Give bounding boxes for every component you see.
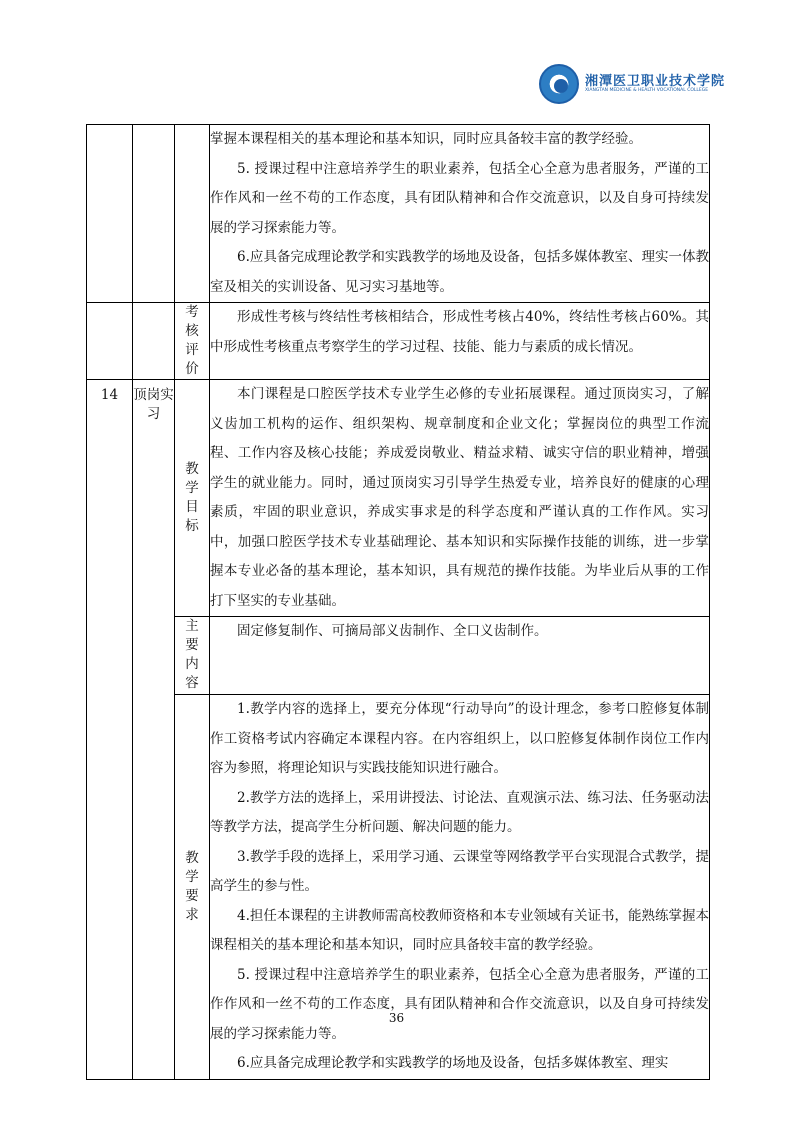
course-number-cell bbox=[87, 380, 133, 1080]
goal-label: 教 学 目 标 bbox=[175, 380, 210, 617]
table-row bbox=[87, 303, 710, 380]
paragraph: 形成性考核与终结性考核相结合，形成性考核占40%，终结性考核占60%。其中形成性考核重点考察学生的学习过程、技能、能力与素质的成长情况。 bbox=[210, 309, 709, 355]
page-number: 36 bbox=[388, 1011, 405, 1025]
table-row bbox=[87, 617, 710, 695]
table-row bbox=[87, 380, 710, 617]
assessment-label: 考 核 评 价 bbox=[175, 303, 210, 380]
table-row bbox=[87, 125, 710, 303]
paragraph: 3.教学手段的选择上，采用学习通、云课堂等网络教学平台实现混合式教学，提高学生的参与性。 bbox=[210, 848, 709, 894]
requirements-continued-cell bbox=[210, 125, 710, 303]
goal-cell bbox=[210, 380, 710, 617]
paragraph: 5. 授课过程中注意培养学生的职业素养，包括全心全意为患者服务，严谨的工作作风和一丝不苟的工作态度，具有团队精神和合作交流意识，以及自身可持续发展的学习探索能力等。 bbox=[210, 160, 709, 236]
assessment-cell bbox=[210, 303, 710, 380]
college-logo bbox=[539, 64, 724, 108]
paragraph: 掌握本课程相关的基本理论和基本知识，同时应具备较丰富的教学经验。 bbox=[210, 131, 642, 147]
paragraph: 固定修复制作、可摘局部义齿制作、全口义齿制作。 bbox=[237, 623, 548, 639]
logo-name-en: XIANGTAN MEDICINE & HEALTH VOCATIONAL COLLEGE bbox=[585, 88, 709, 93]
requirements-label: 教 学 要 求 bbox=[175, 695, 210, 1080]
paragraph: 1.教学内容的选择上，要充分体现“行动导向”的设计理念，参考口腔修复体制作工资格考试内容确定本课程内容。在内容组织上，以口腔修复体制作岗位工作内容为参照，将理论知识与实践技能知识进行融合。 bbox=[210, 701, 709, 776]
paragraph: 2.教学方法的选择上，采用讲授法、讨论法、直观演示法、练习法、任务驱动法等教学方法，提高学生分析问题、解决问题的能力。 bbox=[210, 789, 709, 835]
course-name: 顶岗实习 bbox=[133, 387, 174, 422]
paragraph: 5. 授课过程中注意培养学生的职业素养，包括全心全意为患者服务，严谨的工作作风和一丝不苟的工作态度，具有团队精神和合作交流意识，以及自身可持续发展的学习探索能力等。 bbox=[210, 966, 709, 1042]
content-label: 主 要 内 容 bbox=[175, 617, 210, 695]
paragraph: 6.应具备完成理论教学和实践教学的场地及设备，包括多媒体教室、理实一体教室及相关的实训设备、见习实习基地等。 bbox=[210, 249, 709, 295]
logo-name-zh: 湘潭医卫职业技术学院 bbox=[585, 74, 726, 89]
course-name-cell bbox=[133, 380, 175, 1080]
course-number: 14 bbox=[100, 387, 119, 403]
paragraph: 4.担任本课程的主讲教师需高校教师资格和本专业领域有关证书，能熟练掌握本课程相关的基本理论和基本知识，同时应具备较丰富的教学经验。 bbox=[210, 907, 709, 953]
paragraph: 6.应具备完成理论教学和实践教学的场地及设备，包括多媒体教室、理实 bbox=[237, 1055, 669, 1071]
curriculum-table bbox=[86, 124, 710, 1080]
content-cell bbox=[210, 617, 710, 695]
paragraph: 本门课程是口腔医学技术专业学生必修的专业拓展课程。通过顶岗实习，了解义齿加工机构的运作、组织架构、规章制度和企业文化；掌握岗位的典型工作流程、工作内容及核心技能；养成爱岗敬业、精益求精、诚实守信的职业精神，增强学生的就业能力。同时，通过顶岗实习引导学生热爱专业，培养良好的健康的心理素质，牢固的职业意识，养成实事求是的科学态度和严谨认真的工作作风。实习中，加强口腔医学技术专业基础理论、基本知识和实际操作技能的训练，进一步掌握本专业必备的基本理论，基本知识，具有规范的操作技能。为毕业后从事的工作打下坚实的专业基础。 bbox=[210, 386, 709, 609]
college-emblem-icon bbox=[539, 64, 579, 104]
